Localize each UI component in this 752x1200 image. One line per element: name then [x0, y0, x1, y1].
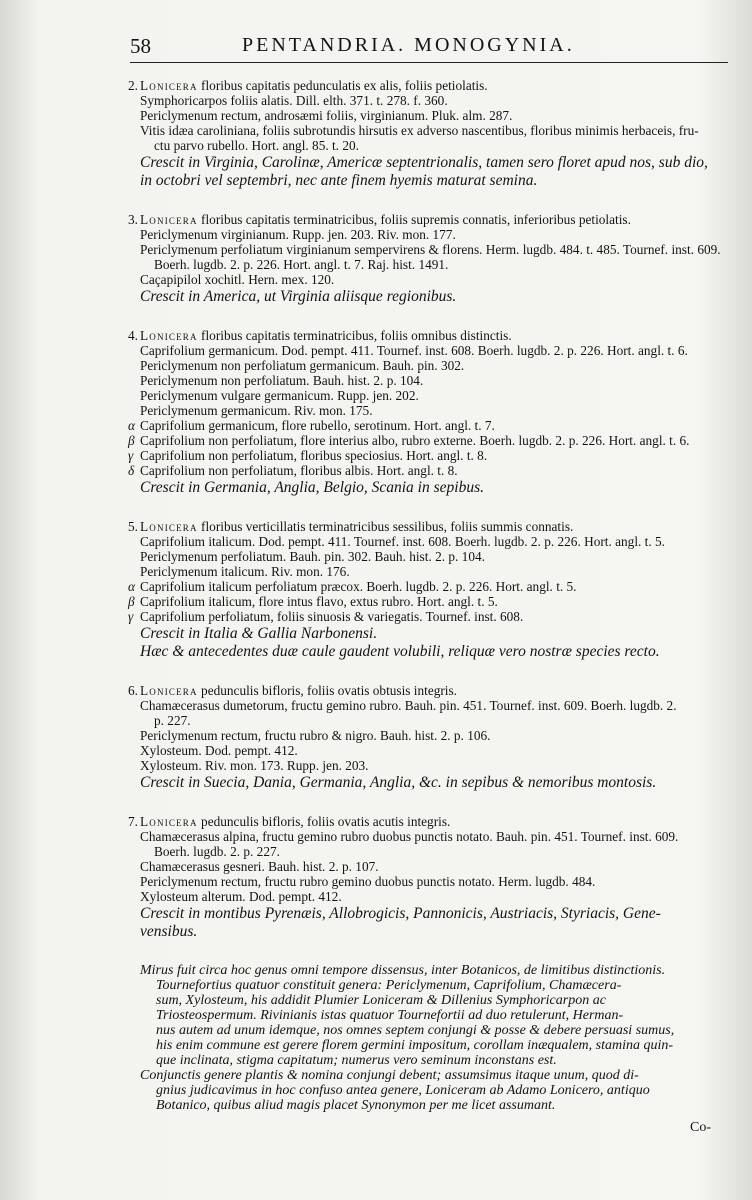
species-diagnosis [128, 814, 734, 829]
synonym-text: Chamæcerasus dumetorum, fructu gemino rubro. Bauh. pin. 451. Tournef. inst. 609. Boerh. lugdb. 2. [140, 698, 677, 713]
page-header [130, 32, 730, 62]
species-diagnosis [128, 683, 734, 698]
habitat-line: Crescit in America, ut Virginia aliisque regionibus. [140, 288, 457, 305]
habitat-line: Crescit in Suecia, Dania, Germania, Anglia, &c. in sepibus & nemoribus montosis. [140, 774, 657, 791]
synonym-text: Periclymenum rectum, fructu rubro gemino duobus punctis notato. Herm. lugdb. 484. [140, 874, 596, 889]
species-entry [128, 814, 734, 940]
synonym-text: Periclymenum rectum, androsæmi foliis, virginianum. Pluk. alm. 287. [140, 108, 513, 123]
synonym-line [128, 123, 734, 138]
synonym-line [128, 388, 734, 403]
note-line: Mirus fuit circa hoc genus omni tempore dissensus, inter Botanicos, de limitibus distinctionis. [140, 963, 666, 978]
note-line: Conjunctis genere plantis & nomina conjungi debent; assumsimus itaque unum, quod di- [140, 1068, 639, 1083]
synonym-line [128, 549, 734, 564]
diagnosis-text: pedunculis bifloris, foliis ovatis obtusis integris. [201, 683, 457, 698]
species-diagnosis [128, 519, 734, 534]
habitat-line: Crescit in montibus Pyrenæis, Allobrogicis, Pannonicis, Austriacis, Styriacis, Gene- [140, 905, 661, 922]
note-line: sum, Xylosteum, his addidit Plumier Loniceram & Dillenius Symphoricarpon ac [156, 993, 606, 1008]
species-diagnosis [128, 78, 734, 93]
species-entry [128, 212, 734, 305]
diagnosis-text: floribus capitatis terminatricibus, foliis supremis connatis, inferioribus petiolatis. [201, 212, 631, 227]
synonym-line [128, 844, 734, 859]
synonym-text: Xylosteum. Dod. pempt. 412. [140, 743, 298, 758]
note-line: Tournefortius quatuor constituit genera: Periclymenum, Caprifolium, Chamæcera- [156, 978, 622, 993]
synonym-text: Caçapipilol xochitl. Hern. mex. 120. [140, 272, 335, 287]
habitat-line: Crescit in Virginia, Carolinæ, Americæ septentrionalis, tamen sero floret apud nos, sub dio, [140, 154, 708, 171]
synonym-line [128, 448, 734, 463]
synonym-line [128, 829, 734, 844]
header-rule [130, 62, 728, 63]
genus-name: Lonicera [139, 328, 198, 343]
synonym-text: Periclymenum germanicum. Riv. mon. 175. [140, 403, 373, 418]
synonym-line [128, 403, 734, 418]
genus-name: Lonicera [139, 78, 198, 93]
genus-name: Lonicera [139, 519, 198, 534]
page-number: 58 [130, 34, 151, 58]
synonym-text: p. 227. [154, 713, 191, 728]
synonym-line [128, 418, 734, 433]
synonym-line [128, 534, 734, 549]
synonym-text: Chamæcerasus gesneri. Bauh. hist. 2. p. 107. [140, 859, 379, 874]
synonym-text: Caprifolium italicum, flore intus flavo, extus rubro. Hort. angl. t. 5. [140, 594, 498, 609]
variety-marker: γ [128, 609, 134, 624]
species-diagnosis [128, 328, 734, 343]
synonym-line [128, 138, 734, 153]
genus-name: Lonicera [139, 683, 198, 698]
species-entry [128, 683, 734, 791]
synonym-text: Periclymenum vulgare germanicum. Rupp. jen. 202. [140, 388, 419, 403]
synonym-text: Vitis idæa caroliniana, foliis subrotundis hirsutis ex adverso nascentibus, floribus minimis herbaceis, fru- [140, 123, 699, 138]
synonym-text: Periclymenum perfoliatum. Bauh. pin. 302. Bauh. hist. 2. p. 104. [140, 549, 485, 564]
synonym-line [128, 227, 734, 242]
note-line: que inclinata, stigma capitatum; numerus vero seminum inconstans est. [156, 1053, 557, 1068]
synonym-line [128, 272, 734, 287]
synonym-line [128, 728, 734, 743]
synonym-text: Xylosteum. Riv. mon. 173. Rupp. jen. 203. [140, 758, 369, 773]
synonym-line [128, 859, 734, 874]
species-number: 6. [128, 683, 138, 698]
variety-marker: α [128, 418, 135, 433]
habitat-line: in octobri vel septembri, nec ante finem hyemis maturat semina. [140, 172, 538, 189]
diagnosis-text: pedunculis bifloris, foliis ovatis acutis integris. [201, 814, 451, 829]
species-number: 2. [128, 78, 138, 93]
species-entry [128, 78, 734, 189]
habitat-line: vensibus. [140, 923, 198, 940]
synonym-line [128, 242, 734, 257]
note-line: his enim commune est gerere florem germini impositum, corollam inæqualem, stamina quin- [156, 1038, 674, 1053]
synonym-text: Periclymenum non perfoliatum germanicum. Bauh. pin. 302. [140, 358, 465, 373]
synonym-line [128, 874, 734, 889]
species-entry [128, 519, 734, 660]
synonym-text: Chamæcerasus alpina, fructu gemino rubro duobus punctis notato. Bauh. pin. 451. Tournef. inst. 609. [140, 829, 679, 844]
synonym-line [128, 93, 734, 108]
catchword: Co- [690, 1120, 711, 1135]
note-line: gnius judicavimus in hoc confuso antea genere, Loniceram ab Adamo Lonicero, antiquo [156, 1083, 650, 1098]
species-number: 3. [128, 212, 138, 227]
species-diagnosis [128, 212, 734, 227]
synonym-line [128, 579, 734, 594]
diagnosis-text: floribus verticillatis terminatricibus sessilibus, foliis summis connatis. [201, 519, 574, 534]
synonym-text: Periclymenum perfoliatum virginianum sempervirens & florens. Herm. lugdb. 484. t. 485. Tournef. inst. 609. [140, 242, 721, 257]
synonym-text: Periclymenum italicum. Riv. mon. 176. [140, 564, 350, 579]
synonym-line [128, 698, 734, 713]
variety-marker: β [128, 433, 135, 448]
variety-marker: β [128, 594, 135, 609]
synonym-text: Caprifolium germanicum. Dod. pempt. 411. Tournef. inst. 608. Boerh. lugdb. 2. p. 226. Hort. angl. t. 6. [140, 343, 688, 358]
diagnosis-text: floribus capitatis terminatricibus, foliis omnibus distinctis. [201, 328, 512, 343]
synonym-text: Boerh. lugdb. 2. p. 227. [154, 844, 280, 859]
species-number: 5. [128, 519, 138, 534]
note-line: Botanico, quibus aliud magis placet Synonymon per me licet assumant. [156, 1098, 556, 1113]
synonym-line [128, 889, 734, 904]
synonym-line [128, 358, 734, 373]
habitat-line: Hæc & antecedentes duæ caule gaudent volubili, reliquæ vero nostræ species recto. [140, 643, 660, 660]
species-number: 4. [128, 328, 138, 343]
synonym-line [128, 758, 734, 773]
synonym-text: Caprifolium italicum perfoliatum præcox. Boerh. lugdb. 2. p. 226. Hort. angl. t. 5. [140, 579, 577, 594]
genus-name: Lonicera [139, 814, 198, 829]
synonym-text: Caprifolium non perfoliatum, flore interius albo, rubro externe. Boerh. lugdb. 2. p. 226. Hort. angl. t. 6. [140, 433, 690, 448]
habitat-line: Crescit in Germania, Anglia, Belgio, Scania in sepibus. [140, 479, 484, 496]
diagnosis-text: floribus capitatis pedunculatis ex alis, foliis petiolatis. [201, 78, 488, 93]
synonym-line [128, 433, 734, 448]
synonym-text: Caprifolium germanicum, flore rubello, serotinum. Hort. angl. t. 7. [140, 418, 495, 433]
synonym-text: Boerh. lugdb. 2. p. 226. Hort. angl. t. 7. Raj. hist. 1491. [154, 257, 449, 272]
synonym-text: Symphoricarpos foliis alatis. Dill. elth. 371. t. 278. f. 360. [140, 93, 448, 108]
note-line: Triosteospermum. Rivinianis istas quatuor Tournefortii ad duo retulerunt, Herman- [156, 1008, 624, 1023]
synonym-text: Xylosteum alterum. Dod. pempt. 412. [140, 889, 342, 904]
synonym-line [128, 463, 734, 478]
synonym-text: ctu parvo rubello. Hort. angl. 85. t. 20. [154, 138, 359, 153]
synonym-text: Periclymenum rectum, fructu rubro & nigro. Bauh. hist. 2. p. 106. [140, 728, 491, 743]
page-body [128, 78, 734, 1113]
variety-marker: γ [128, 448, 134, 463]
note-line: nus autem ad unum idemque, nos omnes septem conjungi & posse & debere persuasi sumus, [156, 1023, 675, 1038]
genus-name: Lonicera [139, 212, 198, 227]
variety-marker: δ [128, 463, 135, 478]
synonym-line [128, 343, 734, 358]
synonym-text: Periclymenum virginianum. Rupp. jen. 203. Riv. mon. 177. [140, 227, 456, 242]
variety-marker: α [128, 579, 135, 594]
species-entry [128, 328, 734, 496]
synonym-line [128, 743, 734, 758]
synonym-line [128, 564, 734, 579]
synonym-line [128, 594, 734, 609]
synonym-text: Caprifolium italicum. Dod. pempt. 411. Tournef. inst. 608. Boerh. lugdb. 2. p. 226. Hort. angl. t. 5. [140, 534, 665, 549]
habitat-line: Crescit in Italia & Gallia Narbonensi. [140, 625, 378, 642]
species-number: 7. [128, 814, 138, 829]
running-title: PENTANDRIA. MONOGYNIA. [242, 34, 575, 56]
synonym-line [128, 108, 734, 123]
synonym-line [128, 609, 734, 624]
synonym-line [128, 713, 734, 728]
synonym-line [128, 257, 734, 272]
synonym-text: Caprifolium non perfoliatum, floribus speciosius. Hort. angl. t. 8. [140, 448, 488, 463]
synonym-text: Caprifolium non perfoliatum, floribus albis. Hort. angl. t. 8. [140, 463, 458, 478]
synonym-line [128, 373, 734, 388]
genus-notes [128, 963, 734, 1113]
synonym-text: Caprifolium perfoliatum, foliis sinuosis & variegatis. Tournef. inst. 608. [140, 609, 524, 624]
synonym-text: Periclymenum non perfoliatum. Bauh. hist. 2. p. 104. [140, 373, 424, 388]
